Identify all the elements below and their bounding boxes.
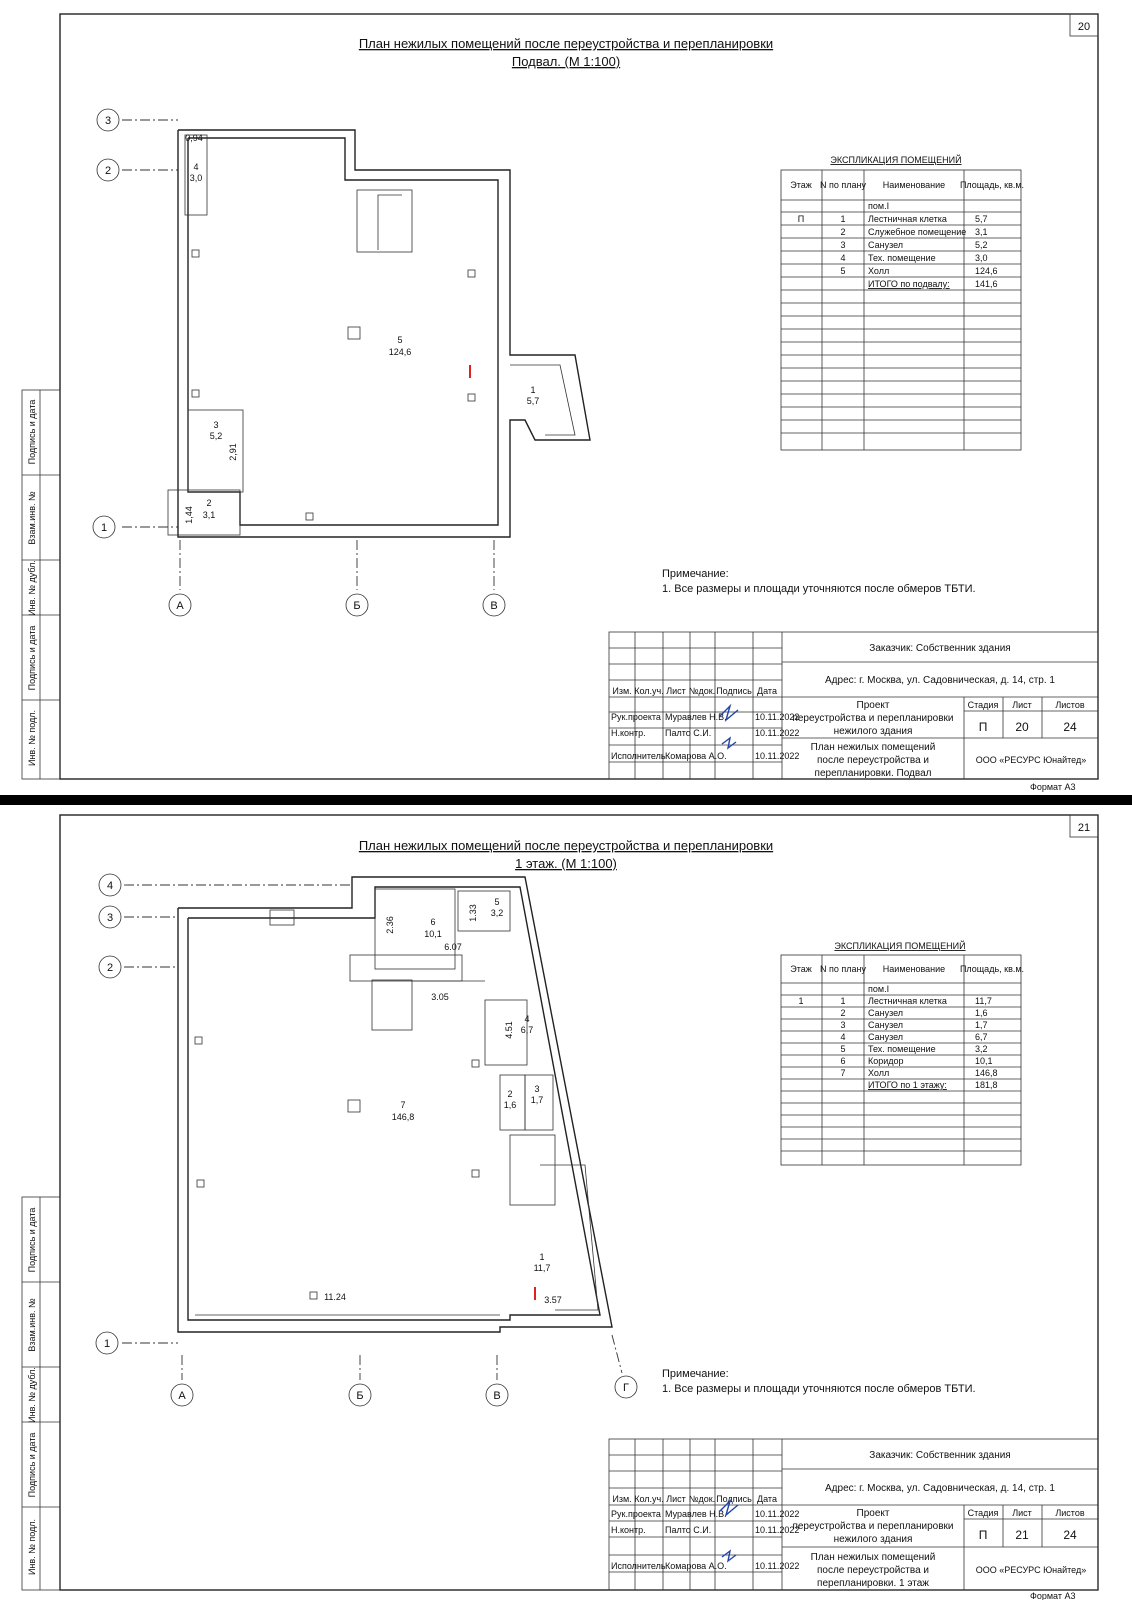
stamp-drawing: перепланировки. 1 этаж [817,1578,929,1589]
drawing-sheet-first-floor [0,805,1132,1600]
room-labels [184,133,539,524]
room-number: 2 [206,498,212,508]
table-cell: 5,7 [975,214,988,224]
room-area: 5,2 [209,431,223,441]
title-block [609,632,1098,779]
axis-label: В [493,1390,501,1402]
grid-axes [93,109,505,616]
axis-label: 2 [106,962,114,974]
page-number: 20 [1077,21,1091,33]
stamp-person: Комарова А.О. [665,751,727,761]
table-cell: Тех. помещение [868,1044,936,1054]
table-cell: Холл [868,266,890,276]
stamp-date: 10.11.2022 [755,712,800,722]
stamp-sheet-label: Лист [1012,700,1032,710]
dimension-label: 3.05 [431,992,449,1002]
table-cell: Коридор [868,1056,904,1066]
table-section: пом.I [868,201,890,211]
room-number: 3 [534,1084,540,1094]
table-total-label: ИТОГО по подвалу: [868,279,950,289]
room-number: 2 [507,1089,513,1099]
note-title: Примечание: [662,1368,729,1380]
table-cell: Тех. помещение [868,253,936,263]
table-cell: 1,6 [975,1008,988,1018]
table-header: Наименование [882,180,946,190]
room-number: 1 [539,1252,545,1262]
room-area: 1,7 [530,1095,544,1105]
stamp-person: Муравлев Н.В. [665,1509,727,1519]
stamp-drawing: после переустройства и [816,755,930,766]
side-label: Подпись и дата [27,1207,37,1273]
table-cell: Холл [868,1068,890,1078]
note-text: 1. Все размеры и площади уточняются после обмеров ТБТИ. [662,583,976,595]
basement-drawing [0,0,1132,795]
stamp-drawing: перепланировки. Подвал [814,768,932,779]
stamp-col-header: №док. [688,686,716,696]
dimension-label: 11.24 [324,1292,346,1302]
stamp-col-header: Дата [757,1494,777,1504]
title-block [609,1439,1098,1590]
explication-table [781,154,1024,450]
grid-axes [96,874,637,1406]
table-cell: 5,2 [975,240,988,250]
room-area: 10,1 [424,929,442,939]
table-cell: Санузел [868,1020,904,1030]
axis-label: Б [356,1390,364,1402]
dimension-label: 6.07 [444,942,462,952]
room-area: 5,7 [526,396,540,406]
stamp-sheet: 20 [1015,720,1029,734]
stamp-role: Рук.проекта [611,1509,661,1519]
stamp-sheet: 21 [1015,1528,1029,1542]
stamp-customer: Заказчик: Собственник здания [869,643,1011,654]
axis-label: 3 [106,912,114,924]
table-cell: 3,2 [975,1044,988,1054]
table-cell: 3 [840,1020,846,1030]
stamp-col-header: №док. [688,1494,716,1504]
stamp-col-header: Дата [757,686,777,696]
stamp-company: ООО «РЕСУРС Юнайтед» [975,1565,1087,1575]
table-cell: 3,0 [975,253,988,263]
stamp-address: Адрес: г. Москва, ул. Садовническая, д. 14, стр. 1 [825,675,1055,686]
stamp-project: переустройства и перепланировки [792,1521,954,1532]
stamp-address: Адрес: г. Москва, ул. Садовническая, д. 14, стр. 1 [825,1483,1055,1494]
dimension-label: 0,94 [185,133,203,143]
room-area: 3,0 [189,173,203,183]
stamp-role: Н.контр. [611,1525,646,1535]
drawing-subtitle: Подвал. (М 1:100) [511,54,621,69]
side-label: Инв. № дубл. [27,1367,37,1423]
axis-label: 4 [106,880,114,892]
room-number: 4 [524,1014,530,1024]
first-floor-drawing [0,805,1132,1600]
stamp-col-header: Подпись [716,686,752,696]
stamp-sheets-label: Листов [1055,700,1085,710]
side-strip [22,1197,60,1590]
table-total-value: 141,6 [975,279,998,289]
axis-label: Г [623,1382,629,1394]
side-label: Инв. № подл. [27,709,37,767]
stamp-role: Исполнитель [611,1561,666,1571]
table-cell: 11,7 [975,996,992,1006]
stamp-stage-label: Стадия [967,700,999,710]
stamp-role: Н.контр. [611,728,646,738]
table-cell: 2 [840,1008,846,1018]
axis-label: 1 [100,522,108,534]
stamp-col-header: Изм. [612,686,632,696]
axis-label: Б [353,600,361,612]
side-label: Взам.инв. № [27,1298,37,1352]
table-header: Этаж [790,964,812,974]
stamp-col-header: Подпись [716,1494,752,1504]
room-number: 3 [213,420,219,430]
table-cell: Служебное помещение [868,227,967,237]
table-cell: 6 [840,1056,846,1066]
table-floor: 1 [798,996,804,1006]
room-area: 146,8 [391,1112,415,1122]
table-cell: Лестничная клетка [868,996,947,1006]
table-header: Этаж [790,180,812,190]
table-cell: 4 [840,253,846,263]
stamp-stage: П [978,720,988,734]
stamp-date: 10.11.2022 [755,1525,800,1535]
table-cell: Санузел [868,240,904,250]
table-total-label: ИТОГО по 1 этажу: [868,1080,947,1090]
table-cell: 3,1 [975,227,988,237]
table-cell: 1 [840,996,846,1006]
table-cell: 2 [840,227,846,237]
drawing-title: План нежилых помещений после переустройства и перепланировки [358,838,774,853]
room-area: 6,7 [520,1025,534,1035]
axis-label: В [490,600,498,612]
room-number: 1 [530,385,536,395]
table-cell: 5 [840,266,846,276]
stamp-col-header: Лист [666,1494,686,1504]
table-cell: Лестничная клетка [868,214,947,224]
drawing-sheet-basement [0,0,1132,795]
table-header: N по плану [820,964,866,974]
stamp-col-header: Кол.уч. [634,1494,664,1504]
table-total-value: 181,8 [975,1080,998,1090]
stamp-sheets-label: Листов [1055,1508,1085,1518]
table-header: N по плану [820,180,866,190]
room-number: 4 [193,162,199,172]
room-number: 5 [397,335,403,345]
stamp-person: Муравлев Н.В. [665,712,727,722]
dimension-label: 2,91 [228,443,238,461]
table-cell: 146,8 [975,1068,998,1078]
stamp-project: нежилого здания [833,1534,913,1545]
stamp-sheets: 24 [1063,1528,1077,1542]
table-cell: 124,6 [975,266,998,276]
table-header: Наименование [882,964,946,974]
side-label: Взам.инв. № [27,491,37,545]
table-cell: 4 [840,1032,846,1042]
room-area: 124,6 [388,347,412,357]
stamp-person: Палто С.И. [665,1525,712,1535]
stamp-date: 10.11.2022 [755,1509,800,1519]
stamp-date: 10.11.2022 [755,1561,800,1571]
stamp-date: 10.11.2022 [755,751,800,761]
table-cell: 6,7 [975,1032,988,1042]
side-label: Инв. № подл. [27,1518,37,1576]
format-label: Формат А3 [1030,782,1076,792]
side-strip [22,390,60,779]
drawing-title: План нежилых помещений после переустройства и перепланировки [358,36,774,51]
stamp-drawing: План нежилых помещений [810,1552,936,1563]
room-area: 3,1 [202,510,216,520]
explication-table [781,940,1024,1165]
stamp-sheet-label: Лист [1012,1508,1032,1518]
axis-label: А [178,1390,186,1402]
stamp-stage-label: Стадия [967,1508,999,1518]
stamp-col-header: Лист [666,686,686,696]
room-number: 6 [430,917,436,927]
side-label: Подпись и дата [27,1432,37,1498]
axis-label: А [176,600,184,612]
stamp-sheets: 24 [1063,720,1077,734]
stamp-customer: Заказчик: Собственник здания [869,1450,1011,1461]
dimension-label: 1,44 [184,506,194,524]
room-area: 11,7 [533,1263,551,1273]
table-title: ЭКСПЛИКАЦИЯ ПОМЕЩЕНИЙ [830,155,962,165]
drawing-subtitle: 1 этаж. (М 1:100) [515,856,617,871]
floor-plan [168,130,590,537]
table-cell: Санузел [868,1008,904,1018]
note-text: 1. Все размеры и площади уточняются после обмеров ТБТИ. [662,1383,976,1395]
stamp-person: Палто С.И. [665,728,712,738]
dimension-label: 1.33 [468,904,478,922]
table-header: Площадь, кв.м. [959,964,1025,974]
stamp-drawing: после переустройства и [816,1565,930,1576]
room-number: 5 [494,897,500,907]
table-cell: 7 [840,1068,846,1078]
stamp-drawing: План нежилых помещений [810,742,936,753]
table-cell: 3 [840,240,846,250]
table-floor: П [797,214,805,224]
stamp-col-header: Изм. [612,1494,632,1504]
note-title: Примечание: [662,568,729,580]
stamp-person: Комарова А.О. [665,1561,727,1571]
axis-label: 1 [103,1338,111,1350]
dimension-label: 4.51 [504,1021,514,1039]
side-label: Инв. № дубл. [27,560,37,616]
room-number: 7 [400,1100,406,1110]
table-header: Площадь, кв.м. [959,180,1025,190]
room-area: 1,6 [503,1100,517,1110]
table-title: ЭКСПЛИКАЦИЯ ПОМЕЩЕНИЙ [834,941,966,951]
table-cell: 5 [840,1044,846,1054]
table-section: пом.I [868,984,890,994]
format-label: Формат А3 [1030,1591,1076,1600]
table-cell: Санузел [868,1032,904,1042]
page-number: 21 [1077,822,1091,834]
dimension-label: 3.57 [544,1295,562,1305]
stamp-role: Рук.проекта [611,712,661,722]
sheet-frame [60,14,1098,779]
dimension-label: 2.36 [385,916,395,934]
axis-label: 2 [104,165,112,177]
side-label: Подпись и дата [27,399,37,465]
stamp-project: Проект [856,1508,890,1519]
stamp-project: нежилого здания [833,726,913,737]
stamp-stage: П [978,1528,988,1542]
side-label: Подпись и дата [27,625,37,691]
stamp-col-header: Кол.уч. [634,686,664,696]
stamp-project: переустройства и перепланировки [792,713,954,724]
room-area: 3,2 [490,908,504,918]
stamp-project: Проект [856,700,890,711]
axis-label: 3 [104,115,112,127]
table-cell: 1,7 [975,1020,988,1030]
stamp-date: 10.11.2022 [755,728,800,738]
stamp-company: ООО «РЕСУРС Юнайтед» [975,755,1087,765]
table-cell: 1 [840,214,846,224]
stamp-role: Исполнитель [611,751,666,761]
table-cell: 10,1 [975,1056,993,1066]
